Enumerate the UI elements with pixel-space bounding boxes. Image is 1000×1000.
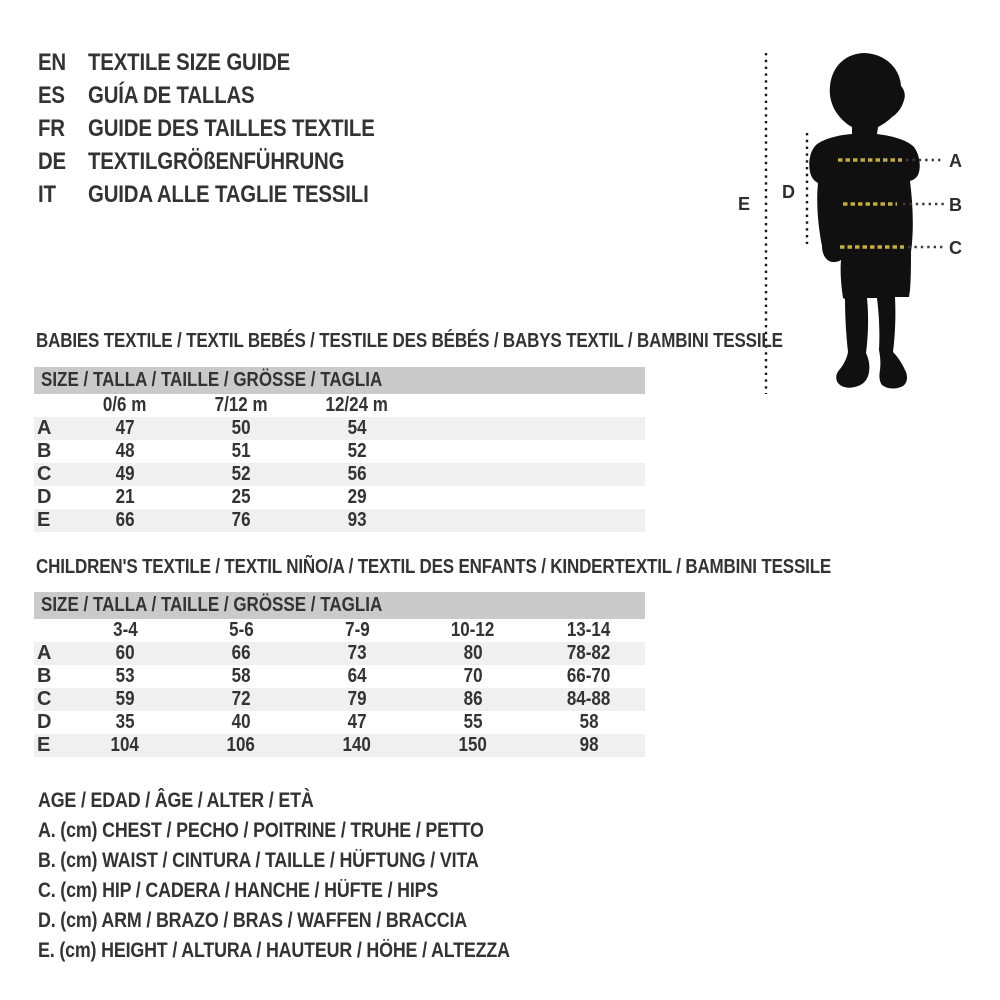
language-code: DE bbox=[38, 148, 67, 175]
cell: 52 bbox=[231, 463, 251, 485]
table-header-row bbox=[34, 394, 645, 417]
cell: 98 bbox=[579, 734, 599, 756]
column-header: 5-6 bbox=[228, 619, 254, 641]
language-code: FR bbox=[38, 115, 65, 142]
cell: 66-70 bbox=[567, 665, 611, 687]
column-header: 10-12 bbox=[451, 619, 495, 641]
cell: 40 bbox=[231, 711, 251, 733]
cell: 58 bbox=[231, 665, 251, 687]
cell: 104 bbox=[110, 734, 140, 756]
table-row bbox=[34, 665, 645, 688]
row-label: C bbox=[37, 463, 52, 485]
table-row bbox=[34, 440, 645, 463]
row-label: C bbox=[37, 688, 52, 710]
label-d: D bbox=[782, 182, 795, 202]
babies-size-table bbox=[34, 367, 645, 532]
cell: 21 bbox=[115, 486, 135, 508]
table-row bbox=[34, 734, 645, 757]
table-row bbox=[34, 486, 645, 509]
language-title: GUIDE DES TAILLES TEXTILE bbox=[88, 115, 375, 142]
language-title: TEXTILGRÖßENFÜHRUNG bbox=[88, 148, 345, 175]
column-header: 13-14 bbox=[567, 619, 611, 641]
table-row bbox=[34, 642, 645, 665]
row-label: D bbox=[37, 486, 52, 508]
legend-age: AGE / EDAD / ÂGE / ALTER / ETÀ bbox=[38, 789, 314, 812]
legend-chest: A. (cm) CHEST / PECHO / POITRINE / TRUHE / PETTO bbox=[38, 819, 484, 842]
row-label: E bbox=[37, 734, 51, 756]
cell: 93 bbox=[347, 509, 367, 531]
children-section-title: CHILDREN'S TEXTILE / TEXTIL NIÑO/A / TEXTIL DES ENFANTS / KINDERTEXTIL / BAMBINI TESSILE bbox=[36, 556, 832, 578]
language-title: GUÍA DE TALLAS bbox=[88, 82, 255, 109]
cell: 140 bbox=[342, 734, 372, 756]
column-header: 3-4 bbox=[112, 619, 138, 641]
table-header-row bbox=[34, 619, 645, 642]
cell: 72 bbox=[231, 688, 251, 710]
cell: 49 bbox=[115, 463, 135, 485]
cell: 64 bbox=[347, 665, 367, 687]
cell: 47 bbox=[115, 417, 135, 439]
cell: 55 bbox=[463, 711, 483, 733]
cell: 73 bbox=[347, 642, 367, 664]
cell: 60 bbox=[115, 642, 135, 664]
row-label: E bbox=[37, 509, 51, 531]
cell: 48 bbox=[115, 440, 135, 462]
cell: 76 bbox=[231, 509, 251, 531]
table-row bbox=[34, 463, 645, 486]
language-code: ES bbox=[38, 82, 65, 109]
cell: 25 bbox=[231, 486, 251, 508]
cell: 80 bbox=[463, 642, 483, 664]
language-row-es bbox=[38, 79, 425, 112]
children-size-table bbox=[34, 592, 645, 757]
label-a: A bbox=[949, 151, 962, 171]
language-code: IT bbox=[38, 181, 56, 208]
table-row bbox=[34, 509, 645, 532]
measurement-figure bbox=[700, 30, 1000, 410]
size-header-bar: SIZE / TALLA / TAILLE / GRÖSSE / TAGLIA bbox=[34, 367, 645, 394]
label-e: E bbox=[738, 194, 751, 214]
cell: 79 bbox=[347, 688, 367, 710]
cell: 50 bbox=[231, 417, 251, 439]
cell: 54 bbox=[347, 417, 367, 439]
column-header: 0/6 m bbox=[103, 394, 147, 416]
cell: 78-82 bbox=[567, 642, 611, 664]
table-row bbox=[34, 688, 645, 711]
cell: 66 bbox=[115, 509, 135, 531]
cell: 35 bbox=[115, 711, 135, 733]
cell: 150 bbox=[458, 734, 488, 756]
language-title-list bbox=[38, 46, 425, 211]
language-row-it bbox=[38, 178, 425, 211]
cell: 47 bbox=[347, 711, 367, 733]
legend-height: E. (cm) HEIGHT / ALTURA / HAUTEUR / HÖHE / ALTEZZA bbox=[38, 939, 510, 962]
row-label: A bbox=[37, 642, 52, 664]
column-header: 7/12 m bbox=[214, 394, 268, 416]
cell: 86 bbox=[463, 688, 483, 710]
label-c: C bbox=[949, 238, 962, 258]
cell: 29 bbox=[347, 486, 367, 508]
language-row-en bbox=[38, 46, 425, 79]
row-label: D bbox=[37, 711, 52, 733]
language-title: GUIDA ALLE TAGLIE TESSILI bbox=[88, 181, 369, 208]
column-header: 12/24 m bbox=[325, 394, 389, 416]
cell: 51 bbox=[231, 440, 251, 462]
legend-waist: B. (cm) WAIST / CINTURA / TAILLE / HÜFTUNG / VITA bbox=[38, 849, 479, 872]
row-label: B bbox=[37, 665, 52, 687]
language-code: EN bbox=[38, 49, 67, 76]
table-row bbox=[34, 417, 645, 440]
table-row bbox=[34, 711, 645, 734]
language-row-de bbox=[38, 145, 425, 178]
measurement-legend bbox=[38, 786, 593, 966]
language-row-fr bbox=[38, 112, 425, 145]
cell: 56 bbox=[347, 463, 367, 485]
language-title: TEXTILE SIZE GUIDE bbox=[88, 49, 291, 76]
cell: 106 bbox=[226, 734, 256, 756]
cell: 52 bbox=[347, 440, 367, 462]
cell: 59 bbox=[115, 688, 135, 710]
cell: 84-88 bbox=[567, 688, 611, 710]
babies-section-title: BABIES TEXTILE / TEXTIL BEBÉS / TESTILE DES BÉBÉS / BABYS TEXTIL / BAMBINI TESSILE bbox=[36, 330, 783, 352]
cell: 66 bbox=[231, 642, 251, 664]
size-header-bar: SIZE / TALLA / TAILLE / GRÖSSE / TAGLIA bbox=[34, 592, 645, 619]
cell: 53 bbox=[115, 665, 135, 687]
cell: 70 bbox=[463, 665, 483, 687]
label-b: B bbox=[949, 195, 962, 215]
legend-hip: C. (cm) HIP / CADERA / HANCHE / HÜFTE / HIPS bbox=[38, 879, 439, 902]
legend-arm: D. (cm) ARM / BRAZO / BRAS / WAFFEN / BRACCIA bbox=[38, 909, 468, 932]
column-header: 7-9 bbox=[344, 619, 370, 641]
row-label: B bbox=[37, 440, 52, 462]
cell: 58 bbox=[579, 711, 599, 733]
row-label: A bbox=[37, 417, 52, 439]
